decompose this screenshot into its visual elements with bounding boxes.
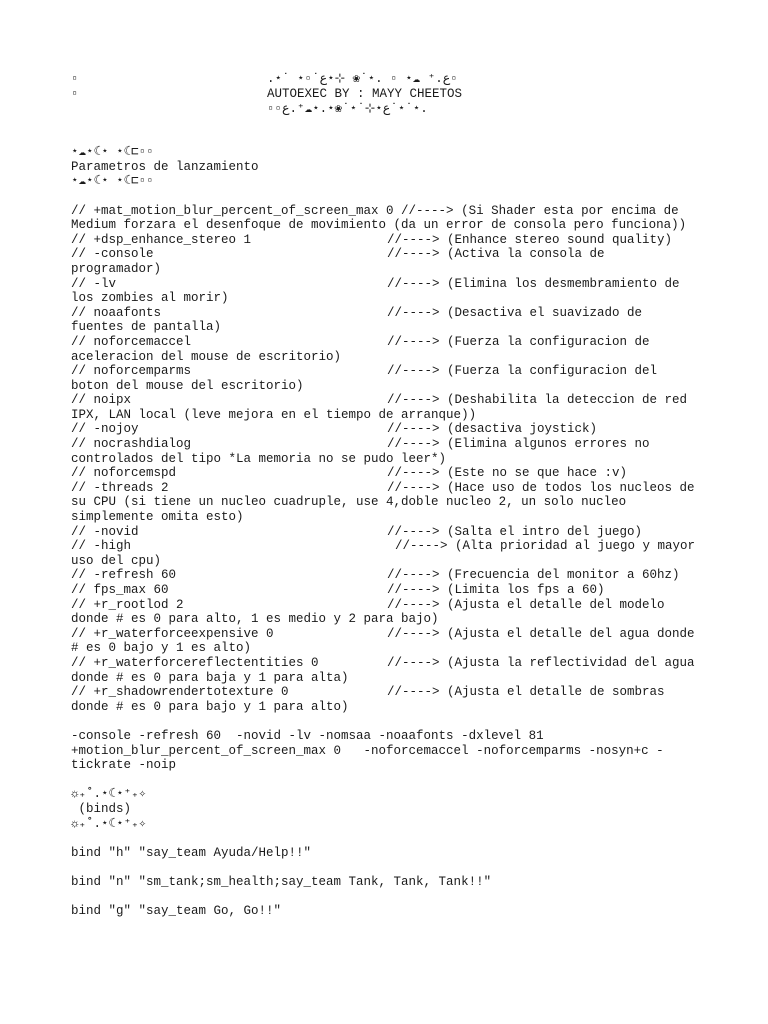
section1-decoration-top: ⋆☁⋆☾⋆ ⋆☾⊏▫▫ (71, 145, 154, 160)
parameter-entry (71, 204, 711, 233)
parameter-entry (71, 277, 711, 306)
parameter-description: //----> (Elimina los desmembramiento de (387, 276, 680, 291)
parameter-description-continued: fuentes de pantalla) (71, 320, 222, 335)
parameter-entry (71, 233, 711, 248)
parameter-entry (71, 598, 711, 627)
parameter-command: // -nojoy (71, 422, 139, 437)
parameter-entry (71, 539, 711, 568)
parameter-description-continued: aceleracion del mouse de escritorio) (71, 349, 342, 364)
parameter-description-continued: controlados del tipo *La memoria no se pudo leer*) (71, 451, 447, 466)
section2-title: (binds) (71, 801, 132, 816)
header-marker-2: ▫ (71, 87, 79, 101)
parameter-command: // +r_rootlod 2 (71, 597, 184, 612)
parameter-description-continued: programador) (71, 261, 162, 276)
parameter-description: //----> (Activa la consola de (387, 247, 605, 262)
parameter-entry (71, 422, 711, 437)
section2-decoration-top: ☼₊˚.⋆☾⋆⁺₊✧ (71, 787, 147, 802)
parameter-entry (71, 437, 711, 466)
parameter-description-continued: su CPU (si tiene un nucleo cuadruple, use 4,doble nucleo 2, un solo nucleo (71, 495, 627, 510)
parameter-command: // noforcemparms (71, 364, 192, 379)
header-decoration-bottom: ▫▫ع⋆⊹˙⋆˙❀⋆.⋆☁⁺.ع˙⋆˙⋆. (267, 102, 428, 116)
parameter-entry (71, 306, 711, 335)
parameter-description: //----> (Hace uso de todos los nucleos de (387, 480, 695, 495)
parameter-entry (71, 481, 711, 525)
parameter-description-continued: Medium forzara el desenfoque de movimiento (da un error de consola pero funciona)) (71, 218, 687, 233)
parameter-description: //----> (Frecuencia del monitor a 60hz) (387, 568, 680, 583)
parameter-entry (71, 335, 711, 364)
parameter-command: // noipx (71, 393, 132, 408)
parameter-command: // -lv (71, 276, 117, 291)
parameter-command: // +r_waterforceexpensive 0 (71, 626, 274, 641)
parameter-description-continued: los zombies al morir) (71, 291, 229, 306)
parameter-description-continued: donde # es 0 para alto, 1 es medio y 2 para bajo) (71, 612, 439, 627)
parameter-description: //----> (desactiva joystick) (387, 422, 598, 437)
parameter-entry (71, 525, 711, 540)
parameter-description: //----> (Desactiva el suavizado de (387, 305, 643, 320)
parameter-entry (71, 568, 711, 583)
parameter-entry (71, 247, 711, 276)
parameter-entry (71, 393, 711, 422)
launch-options-line-3: tickrate -noip (71, 758, 177, 773)
parameter-description: //----> (Enhance stereo sound quality) (387, 232, 673, 247)
parameter-entry (71, 466, 711, 481)
parameter-description: //----> (Ajusta el detalle de sombras (387, 685, 665, 700)
parameter-command: // +mat_motion_blur_percent_of_screen_max 0 //----> (Si Shader esta por encima de (71, 203, 679, 218)
parameter-command: // -threads 2 (71, 480, 169, 495)
parameter-description-continued: boton del mouse del escritorio) (71, 378, 304, 393)
parameter-description: //----> (Ajusta la reflectividad del agua (387, 655, 695, 670)
parameter-description: //----> (Alta prioridad al juego y mayor (395, 539, 696, 554)
bind-line: bind "h" "say_team Ayuda/Help!!" (71, 845, 312, 860)
parameter-entry (71, 364, 711, 393)
parameter-description: //----> (Elimina algunos errores no (387, 437, 650, 452)
parameter-description-continued: donde # es 0 para baja y 1 para alta) (71, 670, 349, 685)
parameter-command: // noforcemspd (71, 466, 177, 481)
bind-line: bind "n" "sm_tank;sm_health;say_team Tank, Tank, Tank!!" (71, 874, 492, 889)
parameter-entry (71, 685, 711, 714)
parameter-description: //----> (Salta el intro del juego) (387, 524, 643, 539)
bind-line: bind "g" "say_team Go, Go!!" (71, 904, 282, 919)
section1-title: Parametros de lanzamiento (71, 159, 259, 174)
parameter-description: //----> (Limita los fps a 60) (387, 583, 605, 597)
parameter-command: // fps_max 60 (71, 583, 169, 597)
section2-decoration-bottom: ☼₊˚.⋆☾⋆⁺₊✧ (71, 816, 147, 831)
document-page (71, 72, 711, 919)
parameter-entry (71, 656, 711, 685)
parameter-entry (71, 583, 711, 598)
parameter-command: // +r_shadowrendertotexture 0 (71, 685, 289, 700)
header-decoration-top: .⋆˙ ⋆▫˙ع.⁺ ☁⋆ ▫ .⋆˙❀ ⊹⋆ع▫ (267, 72, 458, 86)
parameter-command: // noaafonts (71, 305, 162, 320)
launch-options-line-2: +motion_blur_percent_of_screen_max 0 -noforcemaccel -noforcemparms -nosyn+c - (71, 743, 664, 758)
launch-options-line-1: -console -refresh 60 -novid -lv -nomsaa -noaafonts -dxlevel 81 (71, 728, 544, 743)
parameter-description-continued: donde # es 0 para bajo y 1 para alto) (71, 699, 349, 714)
parameter-command: // nocrashdialog (71, 437, 192, 452)
header-title: AUTOEXEC BY : MAYY CHEETOS (267, 87, 463, 101)
parameter-description-continued: # es 0 bajo y 1 es alto) (71, 641, 252, 656)
parameter-description: //----> (Este no se que hace :v) (387, 466, 628, 481)
header (71, 72, 711, 116)
parameter-description-continued: simplemente omita esto) (71, 510, 244, 525)
parameter-command: // -novid (71, 524, 139, 539)
parameter-description: //----> (Fuerza la configuracion de (387, 334, 650, 349)
parameter-command: // +dsp_enhance_stereo 1 (71, 232, 252, 247)
section1-decoration-bottom: ⋆☁⋆☾⋆ ⋆☾⊏▫▫ (71, 174, 154, 189)
parameter-command: // -high (71, 539, 132, 554)
parameter-description: //----> (Ajusta el detalle del agua donde (387, 626, 695, 641)
parameter-command: // -console (71, 247, 154, 262)
parameter-command: // +r_waterforcereflectentities 0 (71, 655, 319, 670)
launch-parameters-list (71, 204, 711, 715)
parameter-description-continued: uso del cpu) (71, 553, 162, 568)
header-marker-1: ▫ (71, 72, 79, 86)
parameter-command: // noforcemaccel (71, 334, 192, 349)
parameter-description-continued: IPX, LAN local (leve mejora en el tiempo de arranque)) (71, 407, 477, 422)
parameter-entry (71, 627, 711, 656)
parameter-description: //----> (Ajusta el detalle del modelo (387, 597, 665, 612)
parameter-description: //----> (Deshabilita la deteccion de red (387, 393, 688, 408)
parameter-command: // -refresh 60 (71, 568, 177, 583)
parameter-description: //----> (Fuerza la configuracion del (387, 364, 658, 379)
